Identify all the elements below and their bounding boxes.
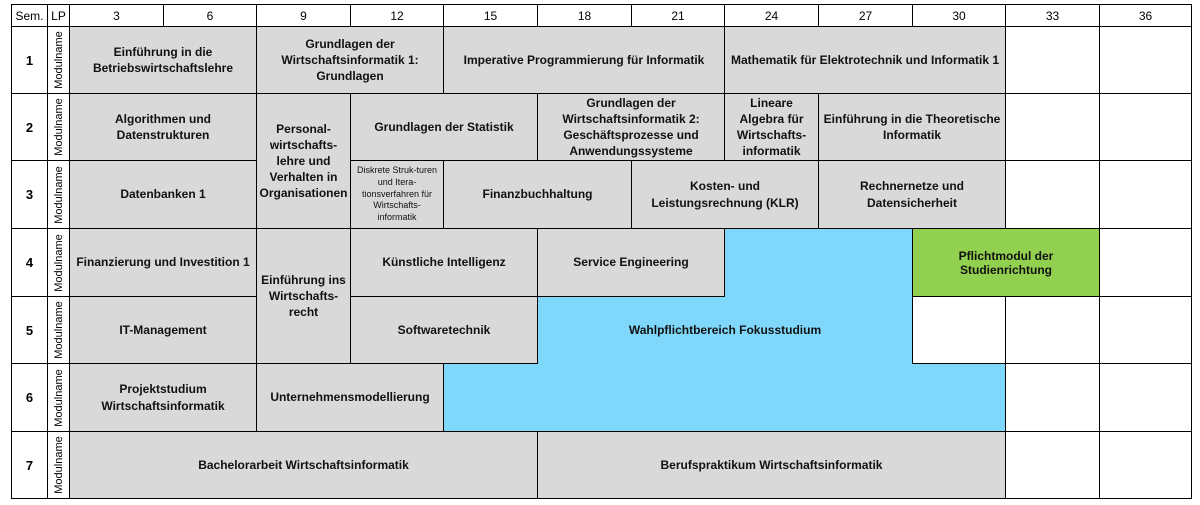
empty-cell: [1099, 228, 1192, 297]
module-bachelorarbeit[interactable]: Bachelorarbeit Wirtschaftsinformatik: [69, 431, 538, 499]
header-sem: Sem.: [11, 4, 48, 27]
module-grundlagen-wi1[interactable]: Grundlagen der Wirtschaftsinformatik 1: Grundlagen: [256, 26, 444, 94]
module-datenbanken[interactable]: Datenbanken 1: [69, 160, 257, 229]
lp-header-24: 24: [724, 4, 819, 27]
empty-cell: [1099, 296, 1192, 364]
semester-number: 5: [11, 296, 48, 364]
lp-header-21: 21: [631, 4, 725, 27]
wahlpflicht-area-bottom: [444, 363, 1006, 432]
module-einf-bwl[interactable]: Einführung in die Betriebswirtschaftslehre: [69, 26, 257, 94]
module-service-engineering[interactable]: Service Engineering: [537, 228, 725, 297]
semester-number: 7: [11, 431, 48, 499]
module-pflichtmodul-studienrichtung[interactable]: Pflichtmodul der Studienrichtung: [912, 228, 1100, 297]
module-softwaretechnik[interactable]: Softwaretechnik: [350, 296, 538, 364]
module-finanzbuchhaltung[interactable]: Finanzbuchhaltung: [443, 160, 632, 229]
row-label-modulname: Modulname: [47, 26, 70, 94]
empty-cell: [1005, 93, 1100, 161]
module-finanzierung-investition[interactable]: Finanzierung und Investition 1: [69, 228, 257, 297]
module-kuenstliche-intelligenz[interactable]: Künstliche Intelligenz: [350, 228, 538, 297]
row-label-modulname: Modulname: [47, 93, 70, 161]
lp-header-15: 15: [443, 4, 538, 27]
module-theoretische-informatik[interactable]: Einführung in die Theoretische Informatik: [818, 93, 1006, 161]
module-personalwirtschaftslehre[interactable]: Personal-wirtschafts-lehre und Verhalten in Organisationen: [256, 93, 351, 229]
empty-cell: [1099, 363, 1192, 432]
row-label-modulname: Modulname: [47, 296, 70, 364]
lp-header-3: 3: [69, 4, 164, 27]
module-rechnernetze[interactable]: Rechnernetze und Datensicherheit: [818, 160, 1006, 229]
empty-cell: [1005, 26, 1100, 94]
wahlpflicht-module[interactable]: Wahlpflichtbereich Fokusstudium: [628, 323, 822, 337]
module-grundlagen-wi2[interactable]: Grundlagen der Wirtschaftsinformatik 2: Geschäftsprozesse und Anwendungssysteme: [537, 93, 725, 161]
semester-number: 6: [11, 363, 48, 432]
lp-header-33: 33: [1005, 4, 1100, 27]
module-diskrete-strukturen[interactable]: Diskrete Struk-turen und Itera-tionsverfahren für Wirtschafts-informatik: [350, 160, 444, 229]
module-unternehmensmodellierung[interactable]: Unternehmensmodellierung: [256, 363, 444, 432]
row-label-modulname: Modulname: [47, 363, 70, 432]
module-projektstudium[interactable]: Projektstudium Wirtschaftsinformatik: [69, 363, 257, 432]
empty-cell: [1005, 431, 1100, 499]
lp-header-36: 36: [1099, 4, 1192, 27]
empty-cell: [1099, 160, 1192, 229]
empty-cell: [1099, 431, 1192, 499]
semester-number: 3: [11, 160, 48, 229]
lp-header-27: 27: [818, 4, 913, 27]
header-lp: LP: [47, 4, 70, 27]
empty-cell: [1099, 93, 1192, 161]
module-berufspraktikum[interactable]: Berufspraktikum Wirtschaftsinformatik: [537, 431, 1006, 499]
module-algorithmen-datenstrukturen[interactable]: Algorithmen und Datenstrukturen: [69, 93, 257, 161]
module-it-management[interactable]: IT-Management: [69, 296, 257, 364]
empty-cell: [912, 296, 1006, 364]
module-wirtschaftsrecht[interactable]: Einführung ins Wirtschafts-recht: [256, 228, 351, 364]
semester-number: 4: [11, 228, 48, 297]
empty-cell: [1099, 26, 1192, 94]
module-imperative-programmierung[interactable]: Imperative Programmierung für Informatik: [443, 26, 725, 94]
module-lineare-algebra[interactable]: Lineare Algebra für Wirtschafts-informatik: [724, 93, 819, 161]
module-mathematik[interactable]: Mathematik für Elektrotechnik und Informatik 1: [724, 26, 1006, 94]
lp-header-12: 12: [350, 4, 444, 27]
lp-header-30: 30: [912, 4, 1006, 27]
row-label-modulname: Modulname: [47, 160, 70, 229]
semester-number: 2: [11, 93, 48, 161]
wahlpflicht-area-top: [725, 229, 912, 297]
semester-number: 1: [11, 26, 48, 94]
empty-cell: [1005, 160, 1100, 229]
row-label-modulname: Modulname: [47, 228, 70, 297]
lp-header-18: 18: [537, 4, 632, 27]
empty-cell: [1005, 296, 1100, 364]
lp-header-9: 9: [256, 4, 351, 27]
empty-cell: [1005, 363, 1100, 432]
row-label-modulname: Modulname: [47, 431, 70, 499]
module-statistik[interactable]: Grundlagen der Statistik: [350, 93, 538, 161]
module-klr[interactable]: Kosten- und Leistungsrechnung (KLR): [631, 160, 819, 229]
lp-header-6: 6: [163, 4, 257, 27]
